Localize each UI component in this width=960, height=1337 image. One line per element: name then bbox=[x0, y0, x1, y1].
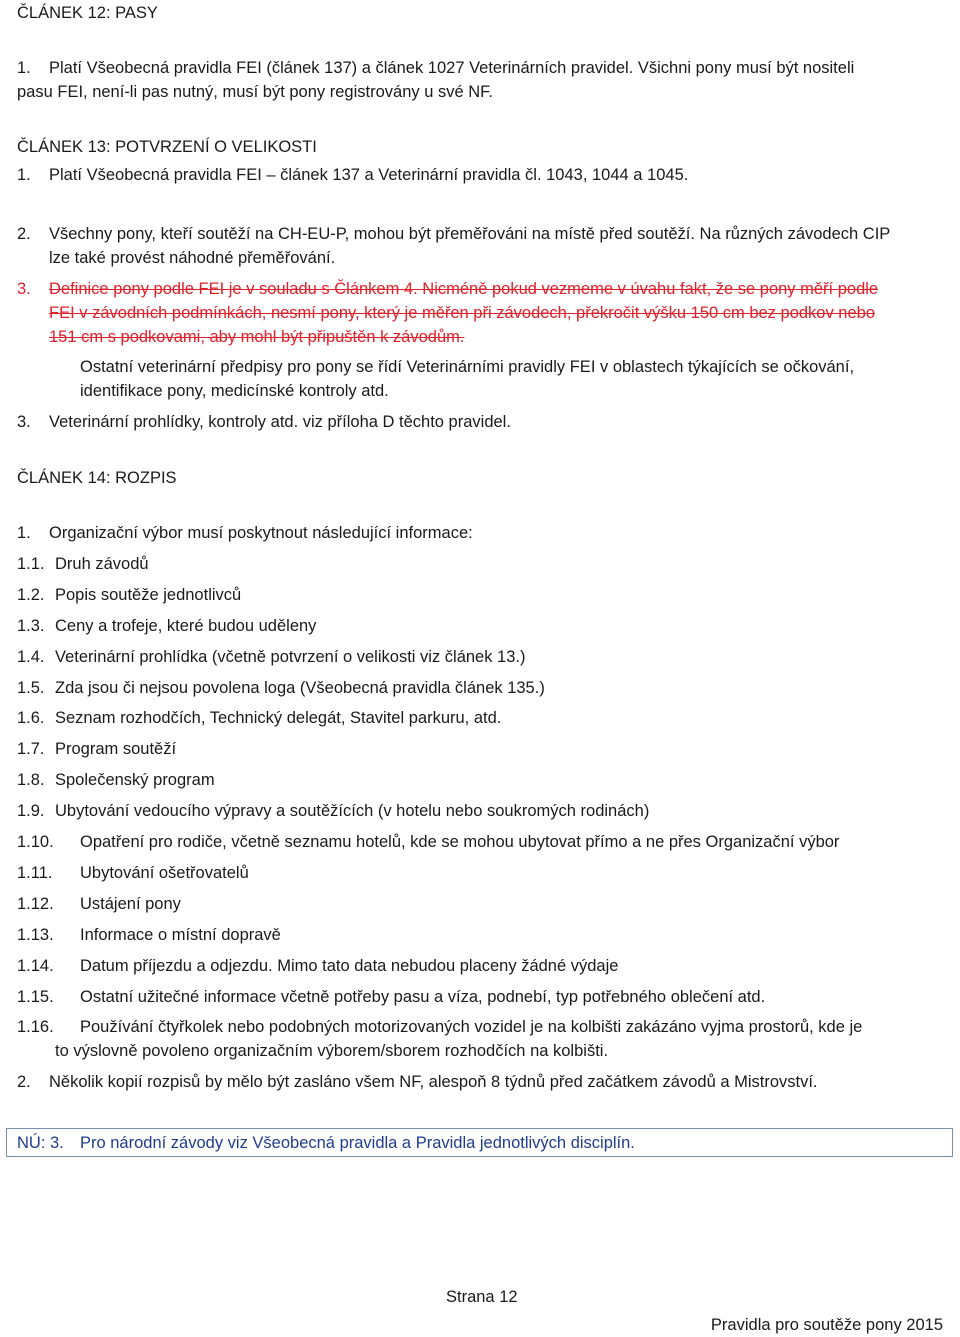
list-item: 1.9. Ubytování vedoucího výpravy a soutěžících (v hotelu nebo soukromých rodinách) bbox=[17, 802, 650, 820]
page-number: Strana 12 bbox=[446, 1288, 518, 1306]
article-13-item-2-cont: lze také provést náhodné přeměřování. bbox=[49, 249, 336, 267]
list-item-cont: to výslovně povoleno organizačním výborem/sborem rozhodčích na kolbišti. bbox=[55, 1042, 609, 1060]
list-item: 1.1. Druh závodů bbox=[17, 555, 149, 573]
list-item: 1.11. Ubytování ošetřovatelů bbox=[17, 864, 249, 882]
item-number: 1. bbox=[17, 59, 31, 77]
article-14-intro: 1. Organizační výbor musí poskytnout následující informace: bbox=[17, 524, 473, 542]
item-number: 2. bbox=[17, 225, 31, 243]
article-14-para-2: 2. Několik kopií rozpisů by mělo být zasláno všem NF, alespoň 8 týdnů před začátkem závodů a Mistrovství. bbox=[17, 1073, 818, 1091]
list-item: 1.2. Popis soutěže jednotlivců bbox=[17, 586, 242, 604]
article-14-title: ČLÁNEK 14: ROZPIS bbox=[17, 469, 177, 487]
list-item: 1.8. Společenský program bbox=[17, 771, 215, 789]
list-item: 1.5. Zda jsou či nejsou povolena loga (Všeobecná pravidla článek 135.) bbox=[17, 679, 545, 697]
article-13-item-vet: 3. Veterinární prohlídky, kontroly atd. viz příloha D těchto pravidel. bbox=[17, 413, 511, 431]
article-13-other-rules: Ostatní veterinární předpisy pro pony se řídí Veterinárními pravidly FEI v oblastech týkajících se očkování, bbox=[80, 358, 855, 376]
article-12-para-1: 1. Platí Všeobecná pravidla FEI (článek 137) a článek 1027 Veterinárních pravidel. Všichni pony musí být nositeli bbox=[17, 59, 855, 77]
note-text: Pro národní závody viz Všeobecná pravidla a Pravidla jednotlivých disciplín. bbox=[80, 1134, 635, 1152]
list-item: 1.15. Ostatní užitečné informace včetně potřeby pasu a víza, podnebí, typ potřebného oblečení atd. bbox=[17, 988, 766, 1006]
article-13-title: ČLÁNEK 13: POTVRZENÍ O VELIKOSTI bbox=[17, 138, 317, 156]
list-item: 1.4. Veterinární prohlídka (včetně potvrzení o velikosti viz článek 13.) bbox=[17, 648, 526, 666]
item-number: 3. bbox=[17, 280, 31, 298]
list-item: 1.14. Datum příjezdu a odjezdu. Mimo tato data nebudou placeny žádné výdaje bbox=[17, 957, 619, 975]
list-item: 1.13. Informace o místní dopravě bbox=[17, 926, 281, 944]
list-item: 1.16. Používání čtyřkolek nebo podobných motorizovaných vozidel je na kolbišti zakázáno vyjma prostorů, kde je bbox=[17, 1018, 863, 1036]
article-13-other-rules-cont: identifikace pony, medicínské kontroly atd. bbox=[80, 382, 389, 400]
note-label: NÚ: 3. bbox=[17, 1134, 64, 1152]
national-note bbox=[17, 1132, 635, 1154]
article-13-item-3-struck-cont: 151 cm s podkovami, aby mohl být připuštěn k závodům. bbox=[49, 328, 465, 346]
article-12-title: ČLÁNEK 12: PASY bbox=[17, 4, 158, 22]
list-item: 1.3. Ceny a trofeje, které budou uděleny bbox=[17, 617, 317, 635]
item-number: 1. bbox=[17, 524, 31, 542]
article-12-para-1-cont: pasu FEI, není-li pas nutný, musí být pony registrovány u své NF. bbox=[17, 83, 493, 101]
footer-doc-title: Pravidla pro soutěže pony 2015 bbox=[710, 1316, 943, 1334]
list-item: 1.7. Program soutěží bbox=[17, 740, 177, 758]
list-item: 1.12. Ustájení pony bbox=[17, 895, 181, 913]
list-item: 1.6. Seznam rozhodčích, Technický delegát, Stavitel parkuru, atd. bbox=[17, 709, 502, 727]
list-item: 1.10. Opatření pro rodiče, včetně seznamu hotelů, kde se mohou ubytovat přímo a ne přes Organizační výbor bbox=[17, 833, 840, 851]
item-number: 1. bbox=[17, 166, 31, 184]
article-13-item-2: 2. Všechny pony, kteří soutěží na CH-EU-P, mohou být přeměřováni na místě před soutěží. Na různých závodech CIP bbox=[17, 225, 891, 243]
article-13-item-1: 1. Platí Všeobecná pravidla FEI – článek 137 a Veterinární pravidla čl. 1043, 1044 a 1045. bbox=[17, 166, 689, 184]
article-13-item-3-struck-cont: FEI v závodních podmínkách, nesmí pony, který je měřen při závodech, překročit výšku 150 cm bez podkov nebo bbox=[49, 304, 876, 322]
item-number: 3. bbox=[17, 413, 31, 431]
article-13-item-3-struck: 3. Definice pony podle FEI je v souladu s Článkem 4. Nicméně pokud vezmeme v úvahu fakt, že se pony měří podle bbox=[17, 280, 879, 298]
item-number: 2. bbox=[17, 1073, 31, 1091]
